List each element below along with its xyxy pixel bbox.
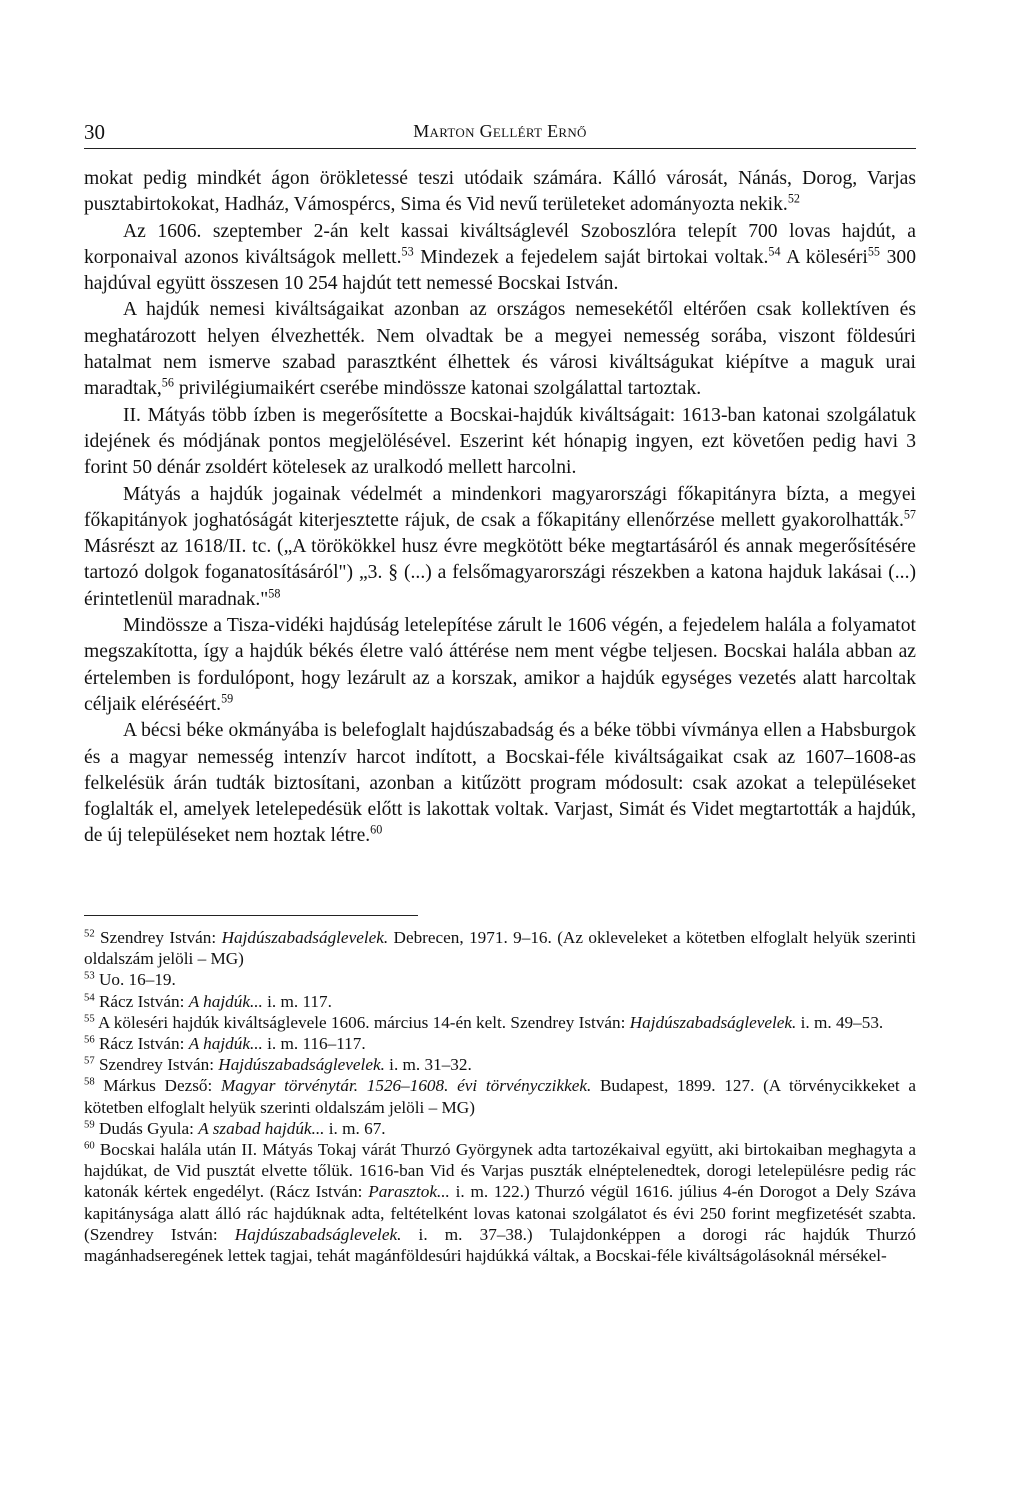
paragraph-text: 300 hajdúval együtt összesen 10 254 hajdút tett nemessé Bocskai István. xyxy=(84,246,916,295)
footnote-text: Márkus Dezső: xyxy=(94,1076,221,1096)
footnote-52 xyxy=(84,927,916,969)
footnote-59 xyxy=(84,1118,916,1139)
paragraph-5 xyxy=(84,482,916,613)
footnote-text: i. m. 31–32. xyxy=(384,1055,472,1075)
body-text xyxy=(84,166,916,850)
footnote-number: 57 xyxy=(84,1055,95,1067)
paragraph-6 xyxy=(84,613,916,718)
footnote-ref[interactable]: 59 xyxy=(221,691,234,706)
page-header xyxy=(84,118,916,149)
page-number: 30 xyxy=(84,120,105,144)
paragraph-text: Az 1606. szeptember 2-án kelt kassai kiváltságlevél Szoboszlóra telepít 700 lovas hajdút, a korponaival azonos kiváltságok mellett. xyxy=(84,220,916,268)
footnote-title: Hajdúszabadságlevelek. xyxy=(218,1055,385,1075)
paragraph-text: II. Mátyás több ízben is megerősítette a Bocskai-hajdúk kiváltságait: 1613-ban katonai szolgálatuk idejének és módjának pontos megjelölésével. Eszerint két hónapig ingyen, ezt követően pedig havi 3 forint 50 dénár zsoldért kötelesek az uralkodó mellett harcolni. xyxy=(84,404,916,479)
footnote-number: 52 xyxy=(84,928,95,940)
footnote-text: Budapest, 1899. 127. (A törvénycikkeket a kötetben elfoglalt helyük szerinti oldalszám jelöli – MG) xyxy=(84,1076,916,1117)
footnote-number: 54 xyxy=(84,992,95,1003)
footnote-text: Rácz István: xyxy=(94,1034,189,1054)
footnote-ref[interactable]: 52 xyxy=(787,191,800,206)
footnote-title: A hajdúk... xyxy=(188,1034,263,1054)
footnote-number: 55 xyxy=(84,1013,95,1025)
footnote-number: 60 xyxy=(84,1140,95,1152)
paragraph-2 xyxy=(84,219,916,298)
footnote-ref[interactable]: 55 xyxy=(867,244,880,259)
footnote-text: i. m. 122.) Thurzó végül 1616. július 4-én Dorogot a Dely Száva kapitánysága alatt álló rác hajdúknak adta, feltételként lovas katonai szolgálatot és évi 250 forint megfizetését szabta. (Szendrey István: xyxy=(84,1182,916,1244)
footnote-text: i. m. 49–53. xyxy=(796,1012,884,1032)
paragraph-4 xyxy=(84,403,916,482)
paragraph-text: privilégiumaikért cserébe mindössze katonai szolgálattal tartoztak. xyxy=(173,378,702,400)
footnote-text: Uo. 16–19. xyxy=(94,970,176,990)
footnote-text: Dudás Gyula: xyxy=(94,1118,199,1138)
paragraph-text: mokat pedig mindkét ágon örökletessé teszi utódaik számára. Kálló városát, Nánás, Dorog, Varjas pusztabirtokokat, Hadház, Vámospércs, Sima és Vid nevű területeket adományozta nekik. xyxy=(84,168,916,216)
footnote-text: Bocskai halála után II. Mátyás Tokaj várát Thurzó Györgynek adta tartozékaival együtt, aki birtokaiban meghagyta a hajdúkat, de Vid pusztát elvette tőlük. 1616-ban Vid és Varjas puszták elnéptelenedtek, dorogi letelepülésre pedig rác katonák kértek engedélyt. (Rácz István: xyxy=(84,1140,916,1202)
paragraph-text: A hajdúk nemesi kiváltságaikat azonban az országos nemesekétől eltérően csak kollektíven és meghatározott helyen élvezhették. Nem olvadtak be a megyei nemesség sorába, viszont földesúri hatalmat nem ismerve szabad parasztként élhettek és városi kiváltságukat kiépítve a maguk urai maradtak, xyxy=(84,299,916,400)
paragraph-text: A bécsi béke okmányába is belefoglalt hajdúszabadság és a béke többi vívmánya ellen a Habsburgok és a magyar nemesség intenzív harcot indított, a Bocskai-féle kiváltságaikat csak az 1607–1608-as felkelésük árán tudták biztosítani, azonban a kitűzött program módosult: csak azokat a településeket foglalták el, amelyek letelepedésük előtt is lakottak voltak. Varjast, Simát és Videt megtartották a hajdúk, de új településeket nem hoztak létre. xyxy=(84,720,916,847)
paragraph-text: Mátyás a hajdúk jogainak védelmét a mindenkori magyarországi főkapitányra bízta, a megyei főkapitányok joghatóságát kiterjesztette rájuk, de csak a főkapitány ellenőrzése mellett gyakorolhatták. xyxy=(84,483,916,531)
paragraph-7 xyxy=(84,718,916,849)
paragraph-text: Mindössze a Tisza-vidéki hajdúság letelepítése zárult le 1606 végén, a fejedelem halála a folyamatot megszakította, így a hajdúk békés életre való áttérése nem ment végbe teljesen. Bocskai halála abban az értelemben is fordulópont, hogy lezárult az a korszak, amikor a hajdúk egységes vezetés alatt harcoltak céljaik eléréséért. xyxy=(84,615,916,715)
footnote-56 xyxy=(84,1033,916,1054)
footnote-ref[interactable]: 60 xyxy=(370,822,383,837)
footnote-text: Rácz István: xyxy=(94,991,189,1011)
footnote-title: A hajdúk... xyxy=(188,991,263,1011)
paragraph-1 xyxy=(84,166,916,219)
footnote-title: Hajdúszabadságlevelek. xyxy=(221,928,389,947)
footnote-ref[interactable]: 58 xyxy=(268,586,281,601)
footnote-number: 59 xyxy=(84,1119,95,1131)
footnote-number: 53 xyxy=(84,970,95,982)
footnotes xyxy=(84,927,916,1266)
footnote-title: Hajdúszabadságlevelek. xyxy=(234,1224,402,1244)
paragraph-3 xyxy=(84,297,916,402)
footnote-text: i. m. 116–117. xyxy=(262,1034,366,1054)
footnote-text: i. m. 67. xyxy=(324,1118,386,1138)
running-head: Marton Gellért Ernő xyxy=(413,121,587,141)
footnote-text: Debrecen, 1971. 9–16. (Az okleveleket a kötetben elfoglalt helyük szerinti oldalszám jelöli – MG) xyxy=(84,928,916,969)
footnote-ref[interactable]: 56 xyxy=(161,375,174,390)
footnote-text: Szendrey István: xyxy=(94,928,222,947)
footnote-58 xyxy=(84,1075,916,1117)
footnote-57 xyxy=(84,1054,916,1075)
footnote-text: A köleséri hajdúk kiváltságlevele 1606. március 14-én kelt. Szendrey István: xyxy=(94,1012,630,1032)
footnote-55 xyxy=(84,1012,916,1033)
footnote-title: Hajdúszabadságlevelek. xyxy=(629,1012,797,1032)
footnote-ref[interactable]: 54 xyxy=(768,244,781,259)
paragraph-text: Mindezek a fejedelem saját birtokai voltak. xyxy=(413,246,769,268)
footnote-number: 58 xyxy=(84,1076,95,1088)
footnote-text: i. m. 117. xyxy=(262,991,332,1011)
footnote-title: Magyar törvénytár. 1526–1608. évi törvényczikkek. xyxy=(220,1076,592,1096)
footnote-ref[interactable]: 53 xyxy=(401,244,414,259)
paragraph-text: A köleséri xyxy=(780,246,868,268)
footnote-53 xyxy=(84,969,916,990)
footnote-number: 56 xyxy=(84,1034,95,1046)
paragraph-text: Másrészt az 1618/II. tc. („A törökökkel husz évre megkötött béke megtartásáról és annak megerősítésére tartozó dolgok foganatosításáról") „3. § (...) a felsőmagyarországi részekben a katona hajduk lakásai (...) érintetlenül maradnak." xyxy=(84,536,916,610)
footnote-text: Szendrey István: xyxy=(94,1055,219,1075)
footnote-ref[interactable]: 57 xyxy=(903,507,916,522)
footnote-separator xyxy=(84,915,418,916)
footnote-60 xyxy=(84,1139,916,1266)
footnote-title: Parasztok... xyxy=(368,1182,450,1202)
footnote-title: A szabad hajdúk... xyxy=(198,1118,325,1138)
footnote-text: i. m. 37–38.) Tulajdonképpen a dorogi rác hajdúk Thurzó magánhadseregének lettek tagjai, tehát magánföldesúri hajdúkká váltak, a Bocskai-féle kiváltságolásoknál mérsékel- xyxy=(84,1224,916,1266)
footnote-54 xyxy=(84,991,916,1012)
